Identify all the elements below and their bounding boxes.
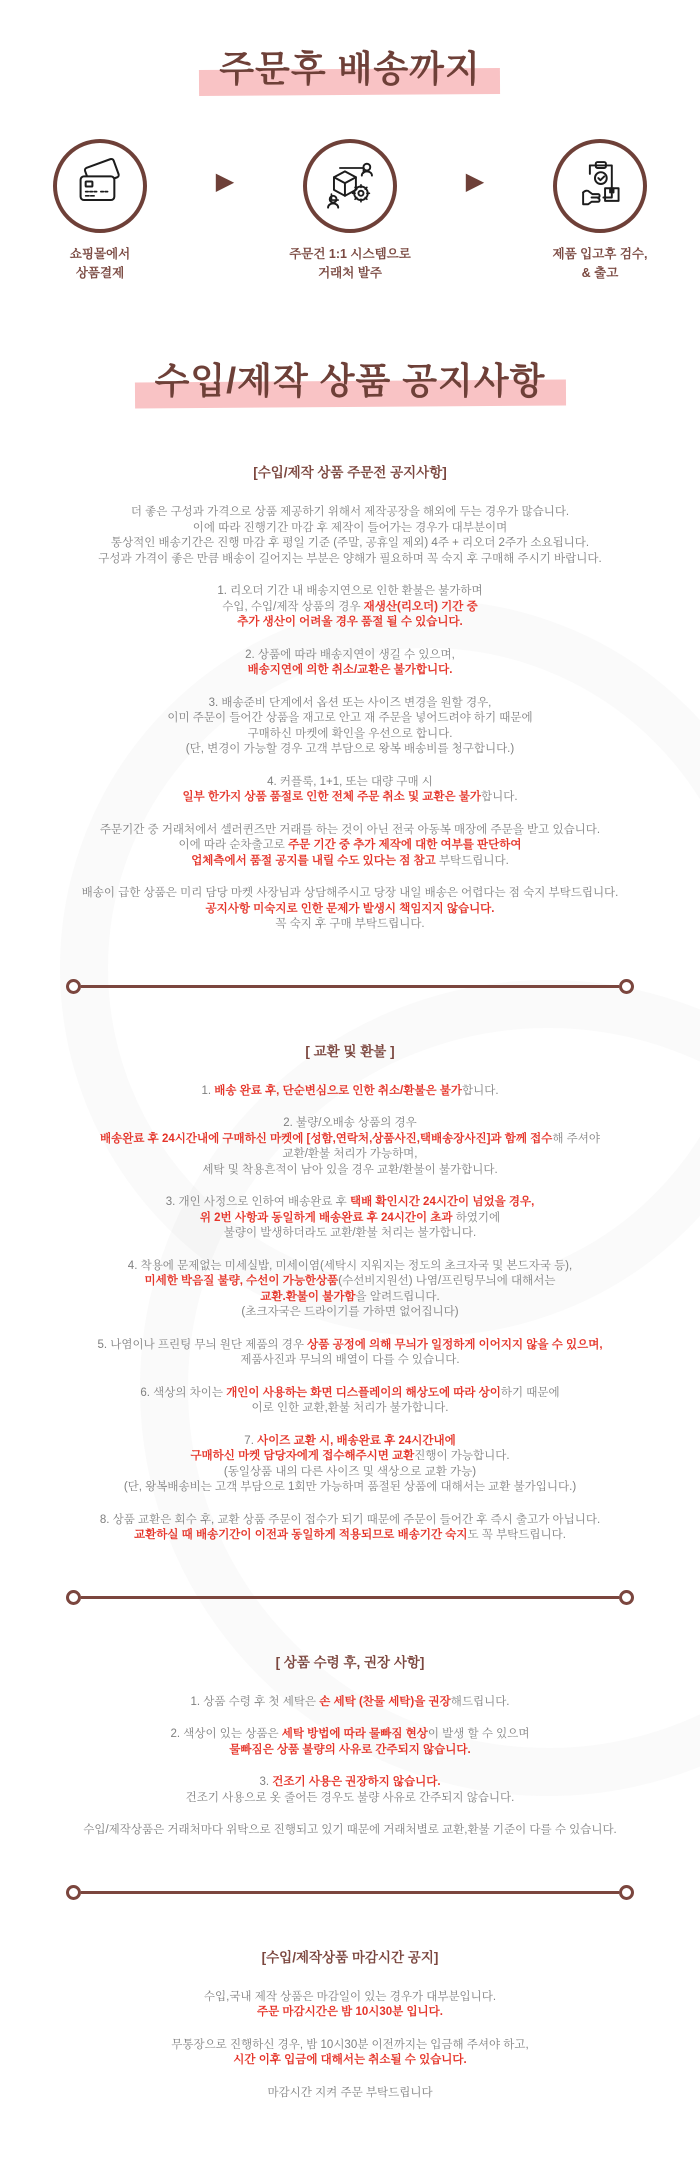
text-segment: 하기 때문에 [500,1386,560,1399]
text-line [20,1211,680,1227]
text-line [20,663,680,679]
text-line [20,1338,680,1354]
text-segment: 시간 이후 입금에 대해서는 취소될 수 있습니다. [233,2054,467,2067]
process-title [215,48,484,89]
text-block [20,1338,680,1369]
text-line [20,790,680,806]
text-line [20,1274,680,1290]
text-line [20,1449,680,1465]
text-segment: 교환.환불이 불가함 [260,1290,356,1303]
text-segment: 무통장으로 진행하신 경우, 밤 10시30분 이전까지는 입금해 주셔야 하고, [171,2038,529,2051]
text-line [20,615,680,631]
text-segment: 추가 생산이 어려울 경우 품절 될 수 있습니다. [237,616,463,629]
text-line [20,1147,680,1163]
text-segment: 7. [244,1434,258,1447]
text-segment: 3. [259,1776,273,1789]
text-block [20,823,680,870]
text-block [20,1727,680,1758]
text-line [20,1480,680,1496]
text-segment: 구매하신 마켓에 확인을 우선으로 합니다. [247,727,453,740]
text-line [20,727,680,743]
text-line [20,886,680,902]
step-label [500,245,700,281]
credit-card-icon [73,157,127,216]
text-block [20,2086,680,2102]
arrow-right-icon: ▶ [215,168,235,196]
divider-dot [619,979,634,994]
notice-section [20,1946,680,2102]
text-block [20,1195,680,1242]
text-segment: 5. 나염이나 프린팅 무늬 원단 제품의 경우 [97,1338,308,1351]
text-segment: 부탁드립니다. [438,854,509,867]
text-segment: 구매하신 마켓 담당자에게 접수해주시면 교환 [190,1450,415,1463]
arrow-right-icon: ▶ [465,168,485,196]
text-line [20,521,680,537]
text-segment: 건조기 사용으로 옷 줄어든 경우도 불량 사유로 간주되지 않습니다. [185,1791,515,1804]
text-block [20,1823,680,1839]
text-line [20,823,680,839]
text-line [20,536,680,552]
text-segment: 사이즈 교환 시, 배송완료 후 24시간내에 [257,1434,456,1447]
notice-section [20,1651,680,1839]
inspection-shipping-icon [573,157,627,216]
text-block [20,2038,680,2069]
text-segment: 2. 색상이 있는 상품은 [170,1728,282,1741]
text-segment: 구성과 가격이 좋은 만큼 배송이 길어지는 부분은 양해가 필요하며 꼭 숙지 후 구매해 주시기 바랍니다. [98,552,602,565]
text-block [20,1116,680,1178]
text-segment: 불량이 발생하더라도 교환/환불 처리는 불가합니다. [223,1227,477,1240]
text-segment: 3. 개인 사정으로 인하여 배송완료 후 [165,1196,350,1209]
text-line [20,1775,680,1791]
text-block [20,1990,680,2021]
step-label [0,245,200,281]
step-label-line: 쇼핑몰에서 [69,247,131,262]
text-line [20,1528,680,1544]
section-heading: [ 교환 및 환불 ] [305,1043,395,1059]
text-line [20,1226,680,1242]
text-segment: 건조기 사용은 권장하지 않습니다. [272,1776,441,1789]
divider-dot [66,979,81,994]
text-segment: 주문 기간 중 추가 제작에 대한 여부를 판단하여 [288,839,522,852]
text-segment: 2. 불량/오배송 상품의 경우 [283,1117,417,1130]
text-segment: (초크자국은 드라이기를 가하면 없어집니다) [241,1306,459,1319]
text-line [20,2005,680,2021]
text-segment: 세탁 및 착용흔적이 남아 있을 경우 교환/환불이 불가합니다. [202,1163,498,1176]
text-segment: 손 세탁 (찬물 세탁)을 권장 [319,1695,451,1708]
notice-section [20,1040,680,1544]
text-segment: 4. 커플룩, 1+1, 또는 대량 구매 시 [267,775,433,788]
text-segment: 진행이 가능합니다. [414,1450,510,1463]
section-heading: [수입/제작상품 마감시간 공지] [261,1949,439,1965]
text-line [20,1084,680,1100]
section-divider [66,979,634,994]
text-segment: 1. [201,1084,215,1097]
divider-line [81,985,619,988]
text-line [20,1990,680,2006]
text-segment: 일부 한가지 상품 품절로 인한 전체 주문 취소 및 교환은 불가 [182,791,482,804]
text-line [20,2086,680,2102]
step-label-line: 거래처 발주 [318,265,382,280]
text-segment: 꼭 숙지 후 구매 부탁드립니다. [275,918,425,931]
text-segment: 합니다. [481,791,518,804]
text-line [20,1305,680,1321]
notice-section [20,461,680,933]
text-segment: (단, 변경이 가능할 경우 고객 부담으로 왕복 배송비를 청구합니다.) [185,743,515,756]
step-payment [0,139,200,281]
text-line [20,1386,680,1402]
notice-body [0,401,700,2178]
text-block [20,1775,680,1806]
text-block [20,886,680,933]
text-line [20,1791,680,1807]
text-segment: 물빠짐은 상품 불량의 사유로 간주되지 않습니다. [229,1743,471,1756]
text-line [20,2053,680,2069]
text-segment: 상품 공정에 의해 무늬가 일정하게 이어지지 않을 수 있으며, [307,1338,603,1351]
divider-dot [66,1590,81,1605]
text-segment: 배송 완료 후, 단순변심으로 인한 취소/환불은 불가 [214,1084,462,1097]
process-title-wrap [0,0,700,89]
text-segment: (단, 왕복배송비는 고객 부담으로 1회만 가능하며 품절된 상품에 대해서는 교환 불가입니다.) [123,1481,577,1494]
text-segment: 위 2번 사항과 동일하게 배송완료 후 24시간이 초과 [199,1211,456,1224]
text-segment: 2. 상품에 따라 배송지연이 생길 수 있으며, [245,648,455,661]
text-segment: 재생산(리오더) 기간 중 [363,600,478,613]
text-segment: 이미 주문이 들어간 상품을 재고로 안고 재 주문을 넣어드려야 하기 때문에 [167,712,533,725]
text-line [20,1163,680,1179]
text-segment: 수입,국내 제작 상품은 마감일이 있는 경우가 대부분입니다. [203,1990,497,2003]
text-segment: 제품사진과 무늬의 배열이 다를 수 있습니다. [240,1354,460,1367]
text-line [20,1823,680,1839]
text-segment: 해드립니다. [450,1695,510,1708]
divider-line [81,1596,619,1599]
text-line [20,1513,680,1529]
text-segment: 배송이 급한 상품은 미리 담당 마켓 사장님과 상담해주시고 당장 내일 배송은 어렵다는 점 숙지 부탁드립니다. [81,887,619,900]
text-segment: 마감시간 지켜 주문 부탁드립니다 [267,2086,433,2099]
text-segment: (동일상품 내의 다른 사이즈 및 색상으로 교환 가능) [223,1465,477,1478]
divider-dot [66,1885,81,1900]
text-line [20,1434,680,1450]
text-block [20,775,680,806]
text-block [20,505,680,567]
text-line [20,742,680,758]
text-block [20,1513,680,1544]
text-segment: 세탁 방법에 따라 물빠짐 현상 [281,1728,428,1741]
text-segment: 도 꼭 부탁드립니다. [467,1529,566,1542]
text-block [20,1434,680,1496]
step-order-system [250,139,450,281]
section-divider [66,1590,634,1605]
text-segment: 더 좋은 구성과 가격으로 상품 제공하기 위해서 제작공장을 해외에 두는 경우가 많습니다. [130,506,570,519]
step-label-line: 상품결제 [75,265,125,280]
text-segment: 합니다. [462,1084,499,1097]
text-line [20,1290,680,1306]
notice-title-text: 수입/제작 상품 공지사항 [154,359,546,401]
step-inspection [500,139,700,281]
text-segment: (수선비지원선) 나염/프린팅무늬에 대해서는 [338,1275,556,1288]
divider-dot [619,1885,634,1900]
text-line [20,1116,680,1132]
text-line [20,648,680,664]
step-label-line: & 출고 [581,265,619,280]
text-block [20,1386,680,1417]
text-line [20,917,680,933]
divider-line [81,1891,619,1894]
text-segment: 주문기간 중 거래처에서 셀러퀸즈만 거래를 하는 것이 아닌 전국 아동복 매장에 주문을 받고 있습니다. [99,823,601,836]
text-segment: 수입/제작상품은 거래처마다 위탁으로 진행되고 있기 때문에 거래처별로 교환,환불 기준이 다를 수 있습니다. [83,1824,617,1837]
text-segment: 교환하실 때 배송기간이 이전과 동일하게 적용되므로 배송기간 숙지 [134,1529,468,1542]
text-segment: 배송완료 후 24시간내에 구매하신 마켓에 [성함,연락처,상품사진,택배송장사진]과 함께 접수 [100,1132,553,1145]
text-line [20,1401,680,1417]
text-segment: 하였기에 [455,1211,501,1224]
text-line [20,505,680,521]
text-line [20,600,680,616]
text-block [20,584,680,631]
section-heading: [수입/제작 상품 주문전 공지사항] [253,465,447,481]
text-line [20,584,680,600]
text-line [20,838,680,854]
notice-title-wrap [0,282,700,401]
text-line [20,711,680,727]
text-segment: 미세한 박음질 불량, 수선이 가능한상품 [144,1275,339,1288]
text-segment: 이에 따라 순차출고로 [178,839,289,852]
text-line [20,1695,680,1711]
step-circle [553,139,647,233]
text-block [20,1084,680,1100]
divider-dot [619,1590,634,1605]
text-segment: 이에 따라 진행기간 마감 후 제작이 들어가는 경우가 대부분이며 [192,521,508,534]
text-line [20,1353,680,1369]
text-segment: 교환/환불 처리가 가능하며, [282,1148,418,1161]
text-segment: 이로 인한 교환,환불 처리가 불가합니다. [251,1402,449,1415]
order-process-steps [0,139,700,281]
text-segment: 6. 색상의 차이는 [140,1386,227,1399]
text-segment: 1. 리오더 기간 내 배송지연으로 인한 환불은 불가하며 [217,585,483,598]
step-label-line: 주문건 1:1 시스템으로 [289,247,411,262]
text-line [20,775,680,791]
text-line [20,2038,680,2054]
process-title-text: 주문후 배송까지 [219,48,481,89]
step-label-line: 제품 입고후 검수, [552,247,648,262]
section-divider [66,1885,634,1900]
text-segment: 3. 배송준비 단계에서 옵션 또는 사이즈 변경을 원할 경우, [208,696,492,709]
text-segment: 업체측에서 품절 공지를 내릴 수도 있다는 점 참고 [191,854,439,867]
step-label [250,245,450,281]
step-circle [303,139,397,233]
text-block [20,648,680,679]
text-line [20,1259,680,1275]
text-line [20,1743,680,1759]
text-line [20,902,680,918]
text-segment: 을 알려드립니다. [355,1290,440,1303]
text-line [20,1195,680,1211]
notice-title [151,360,550,401]
section-heading: [ 상품 수령 후, 권장 사항] [275,1654,425,1670]
text-line [20,1727,680,1743]
text-segment: 주문 마감시간은 밤 10시30분 입니다. [257,2006,443,2019]
text-line [20,1132,680,1148]
text-segment: 택배 확인시간 24시간이 넘었을 경우, [350,1196,535,1209]
text-block [20,1259,680,1321]
text-line [20,696,680,712]
text-segment: 1. 상품 수령 후 첫 세탁은 [190,1695,320,1708]
text-block [20,696,680,758]
text-segment: 8. 상품 교환은 회수 후, 교환 상품 주문이 접수가 되기 때문에 주문이 들어간 후 즉시 출고가 아닙니다. [99,1513,601,1526]
text-segment: 4. 착용에 문제없는 미세실밥, 미세이염(세탁시 지워지는 정도의 초크자국 및 본드자국 등), [127,1259,573,1272]
text-segment: 배송지연에 의한 취소/교환은 불가합니다. [247,664,453,677]
step-circle [53,139,147,233]
text-segment: 개인이 사용하는 화면 디스플레이의 해상도에 따라 상이 [226,1386,501,1399]
text-block [20,1695,680,1711]
text-segment: 공지사항 미숙지로 인한 문제가 발생시 책임지지 않습니다. [205,902,495,915]
text-line [20,552,680,568]
text-segment: 이 발생 할 수 있으며 [427,1728,530,1741]
text-segment: 수입, 수입/제작 상품의 경우 [222,600,364,613]
text-segment: 해 주셔야 [552,1132,600,1145]
text-segment: 통상적인 배송기간은 진행 마감 후 평일 기준 (주말, 공휴일 제외) 4주 + 리오더 2주가 소요됩니다. [110,537,590,550]
text-line [20,854,680,870]
order-system-icon [323,157,377,216]
text-line [20,1465,680,1481]
